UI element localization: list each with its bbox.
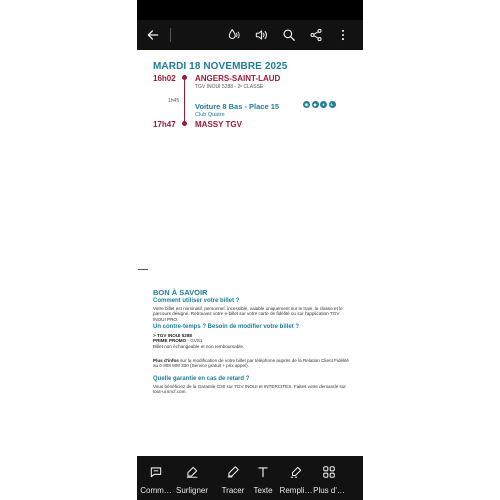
class-name: Club Quatre [195,112,225,118]
paragraph-more-info [153,358,353,369]
train-info: TGV INOUI 5288 - 2ᵉ CLASSE [195,84,264,90]
fare-conditions: Billet non échangeable et non remboursable. [153,343,245,349]
fill-sign-tool-label: Rempli… [279,486,313,495]
pdf-viewer-screen [137,0,363,500]
question-usage: Comment utiliser votre billet ? [153,298,240,304]
droplet-speech-icon [227,28,241,42]
toolbar-separator [170,28,171,42]
route-line [184,80,185,121]
highlight-icon [185,465,199,479]
search-button[interactable] [279,25,299,45]
search-icon [282,28,296,42]
top-toolbar [137,20,363,50]
paragraph-delay: Vous bénéficiez de la Garantie G30 sur TGV INOUI et INTERCITES. Faites votre demande sur tout-ui.sncf.com. [153,384,346,395]
paragraph-usage: Votre billet est nominatif, personnel, incessible, valable uniquement sur le train, la classe et le parcours désigné. Retrouvez votre e-billet sur votre carte de fidélité ou sur l'application TGV INOUI PRO. [153,306,343,322]
more-options-button[interactable] [333,25,353,45]
train-ref: > TGV INOUI 5288 [153,333,192,338]
good-to-know-heading: BON À SAVOIR [153,288,208,297]
share-button[interactable] [306,25,326,45]
fare-name: PRIME PROMO [153,338,187,344]
more-tools-label: Plus d'… [313,486,345,495]
seat-assignment: Voiture 8 Bas - Place 15 [195,102,280,111]
more-info-label: Plus d'infos [153,358,179,363]
plug-icon: ● [320,101,327,108]
text-icon [256,465,270,479]
more-info-text: sur la modification de votre billet par téléphone auprès de la Relation Client Fidélité au 0 808 808 330 (Service gratuit + prix appel). [153,358,349,369]
question-delay: Quelle garantie en cas de retard ? [153,376,250,382]
service-icons [303,101,336,108]
status-bar [137,0,363,20]
back-button[interactable] [143,25,163,45]
draw-icon [226,465,240,479]
read-mode-button[interactable] [224,25,244,45]
read-aloud-button[interactable] [251,25,271,45]
fill-sign-icon [289,465,303,479]
comment-tool-label: Comm… [140,486,172,495]
wifi-icon: ◉ [304,101,309,107]
trip-duration: 1h45 [168,98,180,104]
travel-date: MARDI 18 NOVEMBRE 2025 [153,61,288,72]
comment-icon [149,465,163,479]
paragraph-modify [153,333,353,349]
highlight-tool[interactable] [173,456,211,500]
more-tools-icon [322,465,336,479]
speaker-icon [254,28,268,42]
vertical-dots-icon [336,28,350,42]
comment-tool[interactable] [137,456,175,500]
arrival-dot [182,121,187,126]
draw-tool-label: Tracer [221,486,245,495]
arrival-station: MASSY TGV [195,120,242,129]
highlight-tool-label: Surligner [175,486,208,495]
arrow-left-icon [146,28,160,42]
accessibility-icon: ♿ [329,101,335,107]
question-modify: Un contre-temps ? Besoin de modifier votre billet ? [153,324,300,330]
pdf-page[interactable] [137,50,363,456]
arrival-time: 17h47 [153,120,176,129]
departure-station: ANGERS-SAINT-LAUD [195,74,281,83]
departure-time: 16h02 [153,74,176,83]
page-dash-mark [138,269,148,270]
fare-code: - GVS1 [186,338,203,344]
bar-icon: ◆ [313,101,317,107]
text-tool-label: Texte [253,486,273,495]
share-icon [309,28,323,42]
bottom-tools-bar [137,456,363,500]
more-tools[interactable] [310,456,348,500]
